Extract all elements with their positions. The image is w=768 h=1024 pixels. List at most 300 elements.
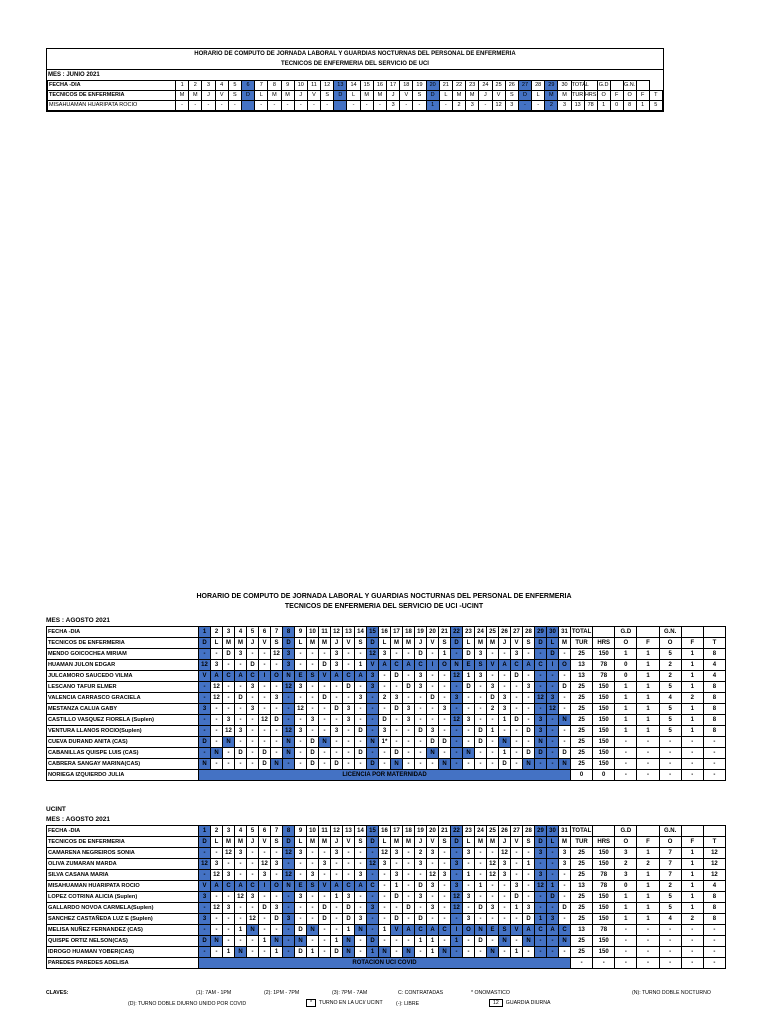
shift-cell: - bbox=[283, 759, 295, 770]
total-cell: TUR bbox=[571, 837, 593, 848]
shift-cell: 3 bbox=[379, 726, 391, 737]
shift-cell: - bbox=[547, 737, 559, 748]
total-cell: 1 bbox=[615, 704, 637, 715]
shift-cell: - bbox=[199, 925, 211, 936]
shift-cell: - bbox=[439, 892, 451, 903]
total-cell: F bbox=[681, 638, 703, 649]
day-cell: 9 bbox=[281, 81, 294, 91]
shift-cell: - bbox=[307, 848, 319, 859]
shift-cell: N bbox=[499, 936, 511, 947]
day-cell: 12 bbox=[492, 101, 505, 111]
day-cell: 3 bbox=[466, 101, 479, 111]
shift-cell: N bbox=[223, 737, 235, 748]
shift-cell: N bbox=[475, 925, 487, 936]
shift-cell: N bbox=[319, 737, 331, 748]
day-cell: 28 bbox=[523, 627, 535, 638]
shift-cell: - bbox=[463, 947, 475, 958]
total-cell: 13 bbox=[571, 925, 593, 936]
day-cell: 24 bbox=[475, 826, 487, 837]
staff-name: VALENCIA CARRASCO GRACIELA bbox=[47, 693, 199, 704]
shift-cell: - bbox=[247, 870, 259, 881]
shift-cell: - bbox=[235, 660, 247, 671]
shift-cell: 12 bbox=[451, 671, 463, 682]
total-cell: 4 bbox=[703, 671, 725, 682]
total-cell: 1 bbox=[615, 693, 637, 704]
shift-cell: 3 bbox=[535, 848, 547, 859]
shift-cell: - bbox=[223, 748, 235, 759]
total-cell: - bbox=[615, 925, 637, 936]
day-cell: 3 bbox=[223, 627, 235, 638]
shift-cell: A bbox=[235, 671, 247, 682]
total-cell: 150 bbox=[593, 704, 615, 715]
total-cell: TOTAL bbox=[571, 81, 584, 91]
shift-cell: N bbox=[307, 925, 319, 936]
day-cell: 2 bbox=[452, 101, 465, 111]
shift-cell: 3 bbox=[523, 682, 535, 693]
total-cell: - bbox=[659, 737, 681, 748]
staff-row bbox=[47, 704, 726, 715]
shift-cell: N bbox=[451, 660, 463, 671]
shift-cell: N bbox=[235, 947, 247, 958]
shift-cell: A bbox=[523, 925, 535, 936]
total-cell: 1 bbox=[637, 715, 659, 726]
shift-cell: V bbox=[199, 881, 211, 892]
total-cell: 3 bbox=[615, 848, 637, 859]
day-cell: M bbox=[559, 638, 571, 649]
shift-cell: C bbox=[415, 925, 427, 936]
total-cell: 5 bbox=[659, 892, 681, 903]
total-cell: 0 bbox=[615, 660, 637, 671]
total-cell: 1 bbox=[615, 715, 637, 726]
shift-cell: 12 bbox=[547, 704, 559, 715]
total-cell: 8 bbox=[703, 903, 725, 914]
day-cell: D bbox=[367, 638, 379, 649]
total-cell: F bbox=[636, 91, 649, 101]
shift-cell: - bbox=[379, 892, 391, 903]
shift-cell: 3 bbox=[223, 903, 235, 914]
shift-cell: - bbox=[235, 737, 247, 748]
shift-cell: - bbox=[475, 759, 487, 770]
total-cell: 0 bbox=[571, 770, 593, 781]
staff-row bbox=[47, 693, 726, 704]
day-cell: 17 bbox=[391, 826, 403, 837]
shift-cell: 3 bbox=[427, 726, 439, 737]
staff-row bbox=[47, 947, 726, 958]
shift-cell: 3 bbox=[283, 649, 295, 660]
shift-cell: 1 bbox=[499, 715, 511, 726]
shift-cell: - bbox=[415, 737, 427, 748]
shift-cell: N bbox=[355, 925, 367, 936]
total-cell: 1 bbox=[637, 693, 659, 704]
day-cell: 21 bbox=[439, 81, 452, 91]
shift-cell: - bbox=[211, 892, 223, 903]
day-cell: 8 bbox=[283, 627, 295, 638]
day-cell: 23 bbox=[463, 627, 475, 638]
shift-cell: - bbox=[391, 715, 403, 726]
total-cell: - bbox=[681, 925, 703, 936]
shift-cell: - bbox=[559, 737, 571, 748]
day-cell: 22 bbox=[451, 627, 463, 638]
day-cell: 29 bbox=[535, 627, 547, 638]
day-cell: V bbox=[343, 837, 355, 848]
total-cell: - bbox=[659, 748, 681, 759]
shift-cell: D bbox=[475, 903, 487, 914]
shift-cell: 3 bbox=[463, 914, 475, 925]
shift-cell: - bbox=[523, 881, 535, 892]
shift-cell: D bbox=[199, 737, 211, 748]
shift-cell: 12 bbox=[235, 892, 247, 903]
shift-cell: - bbox=[427, 859, 439, 870]
day-cell: 2 bbox=[211, 627, 223, 638]
shift-cell: - bbox=[295, 903, 307, 914]
total-cell: 2 bbox=[681, 914, 703, 925]
total-cell: 8 bbox=[703, 682, 725, 693]
shift-cell: N bbox=[283, 671, 295, 682]
shift-cell: - bbox=[259, 848, 271, 859]
shift-cell: - bbox=[427, 715, 439, 726]
total-cell: 1 bbox=[637, 649, 659, 660]
shift-cell: - bbox=[559, 881, 571, 892]
shift-cell: 3 bbox=[235, 848, 247, 859]
day-cell: V bbox=[307, 91, 320, 101]
shift-cell: - bbox=[223, 660, 235, 671]
shift-cell: - bbox=[391, 649, 403, 660]
shift-cell: D bbox=[367, 759, 379, 770]
day-cell: 6 bbox=[259, 826, 271, 837]
shift-cell: - bbox=[487, 671, 499, 682]
day-cell: - bbox=[321, 101, 334, 111]
shift-cell: - bbox=[559, 649, 571, 660]
shift-cell: - bbox=[463, 704, 475, 715]
shift-cell: 3 bbox=[331, 649, 343, 660]
shift-cell: 3 bbox=[295, 892, 307, 903]
shift-cell: 3 bbox=[391, 848, 403, 859]
shift-cell: 3 bbox=[331, 660, 343, 671]
shift-cell: D bbox=[427, 693, 439, 704]
aug1-month: MES : AGOSTO 2021 bbox=[46, 617, 110, 624]
shift-cell: D bbox=[271, 715, 283, 726]
shift-cell: - bbox=[391, 859, 403, 870]
total-cell: 25 bbox=[571, 848, 593, 859]
shift-cell: 3 bbox=[487, 682, 499, 693]
day-cell: M bbox=[487, 638, 499, 649]
total-cell: 1 bbox=[681, 682, 703, 693]
shift-cell: 12 bbox=[451, 892, 463, 903]
total-cell: - bbox=[703, 748, 725, 759]
shift-cell: - bbox=[307, 660, 319, 671]
staff-row bbox=[47, 914, 726, 925]
shift-cell: N bbox=[439, 947, 451, 958]
shift-cell: - bbox=[307, 726, 319, 737]
shift-cell: 3 bbox=[355, 693, 367, 704]
shift-cell: - bbox=[379, 936, 391, 947]
total-cell: 1 bbox=[615, 682, 637, 693]
shift-cell: - bbox=[463, 859, 475, 870]
shift-cell: - bbox=[199, 848, 211, 859]
day-cell: M bbox=[223, 638, 235, 649]
total-cell: - bbox=[703, 737, 725, 748]
shift-cell: - bbox=[439, 936, 451, 947]
shift-cell: 12 bbox=[259, 715, 271, 726]
total-cell: - bbox=[615, 958, 637, 969]
day-cell: V bbox=[343, 638, 355, 649]
shift-cell: O bbox=[271, 881, 283, 892]
shift-cell: 1 bbox=[379, 925, 391, 936]
shift-cell: 3 bbox=[559, 848, 571, 859]
day-cell: 18 bbox=[400, 81, 413, 91]
shift-cell: - bbox=[391, 737, 403, 748]
shift-cell: - bbox=[355, 682, 367, 693]
total-cell: F bbox=[681, 837, 703, 848]
shift-cell: 3 bbox=[451, 693, 463, 704]
shift-cell: - bbox=[283, 859, 295, 870]
shift-cell: D bbox=[415, 914, 427, 925]
shift-cell: - bbox=[295, 914, 307, 925]
shift-cell: - bbox=[439, 914, 451, 925]
shift-cell: 1 bbox=[427, 936, 439, 947]
shift-cell: 1 bbox=[427, 947, 439, 958]
shift-cell: D bbox=[391, 892, 403, 903]
shift-cell: C bbox=[415, 660, 427, 671]
day-cell: 7 bbox=[271, 627, 283, 638]
shift-cell: - bbox=[259, 737, 271, 748]
legend-12-text: GUARDIA DIURNA bbox=[505, 1000, 551, 1006]
shift-cell: - bbox=[355, 715, 367, 726]
shift-cell: N bbox=[379, 947, 391, 958]
shift-cell: 3 bbox=[535, 715, 547, 726]
shift-cell: - bbox=[247, 649, 259, 660]
total-cell: 7 bbox=[659, 848, 681, 859]
shift-cell: - bbox=[427, 704, 439, 715]
shift-cell: - bbox=[295, 759, 307, 770]
total-cell: 0 bbox=[615, 881, 637, 892]
legend-shift-2: (2): 1PM - 7PM bbox=[264, 990, 300, 996]
shift-cell: D bbox=[415, 881, 427, 892]
shift-cell: D bbox=[523, 914, 535, 925]
shift-cell: - bbox=[511, 759, 523, 770]
shift-cell: D bbox=[343, 914, 355, 925]
total-cell: 150 bbox=[593, 649, 615, 660]
day-cell: D bbox=[199, 638, 211, 649]
total-cell: 150 bbox=[593, 947, 615, 958]
shift-cell: - bbox=[379, 682, 391, 693]
total-cell: - bbox=[681, 759, 703, 770]
shift-cell: 3 bbox=[247, 682, 259, 693]
shift-cell: - bbox=[415, 748, 427, 759]
day-cell: M bbox=[558, 91, 571, 101]
shift-cell: - bbox=[499, 914, 511, 925]
shift-cell: C bbox=[391, 660, 403, 671]
shift-cell: - bbox=[355, 704, 367, 715]
total-cell: 1 bbox=[681, 715, 703, 726]
day-cell: 17 bbox=[387, 81, 400, 91]
shift-cell: 3 bbox=[415, 859, 427, 870]
shift-cell: 3 bbox=[511, 881, 523, 892]
total-cell: 0 bbox=[593, 770, 615, 781]
shift-cell: - bbox=[511, 859, 523, 870]
shift-cell: - bbox=[475, 947, 487, 958]
shift-cell: C bbox=[439, 925, 451, 936]
shift-cell: 1* bbox=[379, 737, 391, 748]
total-cell: - bbox=[637, 737, 659, 748]
shift-cell: - bbox=[559, 671, 571, 682]
shift-cell: - bbox=[367, 726, 379, 737]
shift-cell: N bbox=[271, 936, 283, 947]
staff-row bbox=[47, 870, 726, 881]
staff-name: CABRERA SANGAY MARINA(CAS) bbox=[47, 759, 199, 770]
shift-cell: D bbox=[523, 748, 535, 759]
shift-cell: - bbox=[559, 726, 571, 737]
shift-cell: - bbox=[511, 936, 523, 947]
shift-cell: - bbox=[295, 737, 307, 748]
total-cell: 25 bbox=[571, 704, 593, 715]
total-cell: 150 bbox=[593, 715, 615, 726]
total-cell bbox=[681, 826, 703, 837]
shift-cell: - bbox=[547, 903, 559, 914]
shift-cell: - bbox=[355, 903, 367, 914]
staff-row bbox=[47, 715, 726, 726]
day-cell: M bbox=[268, 91, 281, 101]
day-cell: D bbox=[334, 91, 347, 101]
total-cell: 25 bbox=[571, 870, 593, 881]
legend-star-text: TURNO EN LA UCI/ UCINT bbox=[319, 1000, 383, 1006]
total-cell: - bbox=[637, 958, 659, 969]
shift-cell: A bbox=[211, 881, 223, 892]
day-cell: 14 bbox=[355, 826, 367, 837]
total-cell: 1 bbox=[615, 649, 637, 660]
total-cell: O bbox=[615, 837, 637, 848]
shift-cell: - bbox=[415, 903, 427, 914]
day-cell: - bbox=[176, 101, 189, 111]
total-cell: 25 bbox=[571, 903, 593, 914]
shift-cell: - bbox=[247, 859, 259, 870]
shift-cell: - bbox=[367, 892, 379, 903]
shift-cell: S bbox=[307, 671, 319, 682]
day-cell: M bbox=[391, 638, 403, 649]
shift-cell: 3 bbox=[499, 693, 511, 704]
shift-cell: 1 bbox=[463, 671, 475, 682]
shift-cell: - bbox=[475, 748, 487, 759]
total-cell: 8 bbox=[703, 693, 725, 704]
shift-cell: - bbox=[499, 881, 511, 892]
shift-cell: - bbox=[439, 715, 451, 726]
day-cell: 6 bbox=[241, 81, 254, 91]
total-cell: 78 bbox=[584, 101, 597, 111]
shift-cell: - bbox=[403, 848, 415, 859]
shift-cell: N bbox=[295, 936, 307, 947]
shift-cell: 1 bbox=[235, 925, 247, 936]
shift-cell: 12 bbox=[367, 649, 379, 660]
total-cell: T bbox=[703, 638, 725, 649]
shift-cell: - bbox=[343, 737, 355, 748]
total-cell: 7 bbox=[659, 859, 681, 870]
day-cell: 24 bbox=[479, 81, 492, 91]
shift-cell: - bbox=[427, 892, 439, 903]
shift-cell: - bbox=[403, 748, 415, 759]
day-cell: V bbox=[492, 91, 505, 101]
total-cell: 1 bbox=[636, 101, 649, 111]
total-cell: 5 bbox=[659, 903, 681, 914]
total-cell: 1 bbox=[681, 870, 703, 881]
shift-cell: - bbox=[487, 914, 499, 925]
total-cell: 25 bbox=[571, 737, 593, 748]
shift-cell: - bbox=[199, 649, 211, 660]
shift-cell: 1 bbox=[307, 947, 319, 958]
day-cell: S bbox=[439, 837, 451, 848]
shift-cell: D bbox=[319, 914, 331, 925]
day-cell: 20 bbox=[427, 826, 439, 837]
day-cell: 19 bbox=[413, 81, 426, 91]
total-cell: 78 bbox=[593, 870, 615, 881]
june-staff-name: MISAHUAMAN HUARIPATA ROCIO bbox=[48, 101, 176, 111]
day-cell: S bbox=[321, 91, 334, 101]
shift-cell: - bbox=[211, 704, 223, 715]
shift-cell: - bbox=[367, 925, 379, 936]
shift-cell: - bbox=[451, 759, 463, 770]
staff-row bbox=[47, 748, 726, 759]
shift-cell: 3 bbox=[475, 671, 487, 682]
shift-cell: - bbox=[403, 870, 415, 881]
total-cell: - bbox=[637, 936, 659, 947]
day-cell: D bbox=[283, 638, 295, 649]
shift-cell: D bbox=[475, 737, 487, 748]
shift-cell: - bbox=[259, 925, 271, 936]
day-cell: L bbox=[439, 91, 452, 101]
shift-cell: - bbox=[295, 748, 307, 759]
shift-cell: 1 bbox=[331, 936, 343, 947]
shift-cell: - bbox=[547, 748, 559, 759]
shift-cell: C bbox=[247, 881, 259, 892]
shift-cell: - bbox=[331, 737, 343, 748]
shift-cell: 3 bbox=[391, 693, 403, 704]
day-cell: 31 bbox=[559, 627, 571, 638]
shift-cell: V bbox=[319, 881, 331, 892]
june-tec-label-row bbox=[48, 91, 663, 101]
legend-libre: (-): LIBRE bbox=[396, 1001, 420, 1007]
shift-cell: - bbox=[211, 715, 223, 726]
total-cell: - bbox=[703, 770, 725, 781]
shift-cell: - bbox=[355, 649, 367, 660]
shift-cell: - bbox=[475, 914, 487, 925]
shift-cell: - bbox=[247, 693, 259, 704]
shift-cell: 3 bbox=[391, 870, 403, 881]
shift-cell: - bbox=[259, 682, 271, 693]
shift-cell: - bbox=[355, 759, 367, 770]
day-cell: 22 bbox=[452, 81, 465, 91]
shift-cell: - bbox=[535, 936, 547, 947]
shift-cell: 3 bbox=[379, 649, 391, 660]
shift-cell: 3 bbox=[535, 726, 547, 737]
day-cell: D bbox=[426, 91, 439, 101]
total-cell: 8 bbox=[703, 704, 725, 715]
aug1-title-1: HORARIO DE COMPUTO DE JORNADA LABORAL Y GUARDIAS NOCTURNAS DEL PERSONAL DE ENFERMERIA bbox=[196, 593, 572, 600]
shift-cell: D bbox=[523, 726, 535, 737]
total-cell: G.N. bbox=[659, 826, 681, 837]
aug1-fecha-label: FECHA -DIA bbox=[47, 627, 199, 638]
shift-cell: - bbox=[451, 704, 463, 715]
shift-cell: - bbox=[523, 737, 535, 748]
shift-cell: 3 bbox=[343, 892, 355, 903]
shift-cell: - bbox=[379, 759, 391, 770]
total-cell: 1 bbox=[681, 881, 703, 892]
day-cell: 25 bbox=[487, 627, 499, 638]
total-cell: - bbox=[703, 958, 725, 969]
shift-cell: D bbox=[355, 748, 367, 759]
special-row bbox=[47, 770, 726, 781]
total-cell bbox=[593, 627, 615, 638]
day-cell: 28 bbox=[532, 81, 545, 91]
shift-cell: - bbox=[331, 914, 343, 925]
